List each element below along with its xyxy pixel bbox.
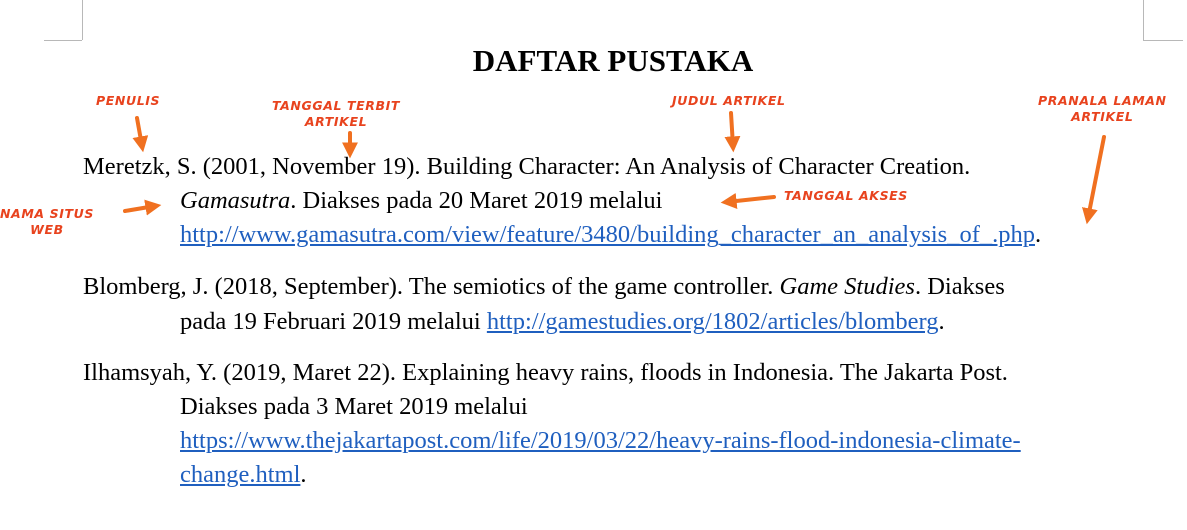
annotation-nama-situs-line-1: NAMA SITUS [0,206,94,221]
annotation-pranala-line-1: PRANALA LAMAN [1038,93,1167,108]
reference-2-site-name: Game Studies [779,273,915,300]
reference-2-text: Blomberg, J. (2018, September). The semiotics of the game controller. [83,273,780,300]
reference-1-access: . Diakses pada 20 Maret 2019 melalui [290,187,663,214]
reference-3-end: . [300,461,307,488]
reference-2-end: . [938,308,945,335]
annotation-pranala-line-2: ARTIKEL [1071,109,1134,124]
arrow-judul-artikel [731,113,733,146]
reference-3-link-part-2[interactable]: change.html [180,461,301,488]
arrow-penulis [137,118,142,146]
annotation-nama-situs-line-2: WEB [30,222,64,237]
reference-2-link[interactable]: http://gamestudies.org/1802/articles/blomberg [486,308,939,335]
reference-3-text: Ilhamsyah, Y. (2019, Maret 22). Explaining heavy rains, floods in Indonesia. The Jakarta Post. [83,359,1008,386]
reference-2-access-date: pada 19 Februari 2019 melalui [180,308,487,335]
annotation-tanggal-akses: TANGGAL AKSES [784,188,908,203]
reference-1-text: Meretzk, S. (2001, November 19). Building Character: An Analysis of Character Creation. [83,153,971,180]
annotation-judul-artikel: JUDUL ARTIKEL [672,93,786,108]
annotation-penulis: PENULIS [96,93,161,108]
reference-2-access: . Diakses [914,273,1005,300]
annotation-tanggal-terbit-line-2: ARTIKEL [304,114,368,129]
reference-3-link-part-1[interactable]: https://www.thejakartapost.com/life/2019/03/22/heavy-rains-flood-indonesia-climate- [180,427,1021,454]
reference-3-access: Diakses pada 3 Maret 2019 melalui [180,393,528,420]
reference-1-end: . [1035,221,1042,248]
arrow-tanggal-akses [727,197,774,202]
reference-1-link[interactable]: http://www.gamasutra.com/view/feature/3480/building_character_an_analysis_of_.php [180,221,1035,248]
reference-1-site-name: Gamasutra [180,187,291,214]
page-title: DAFTAR PUSTAKA [472,43,754,78]
arrow-nama-situs [125,206,155,211]
arrow-pranala [1088,137,1104,218]
annotation-tanggal-terbit-line-1: TANGGAL TERBIT [272,98,400,113]
